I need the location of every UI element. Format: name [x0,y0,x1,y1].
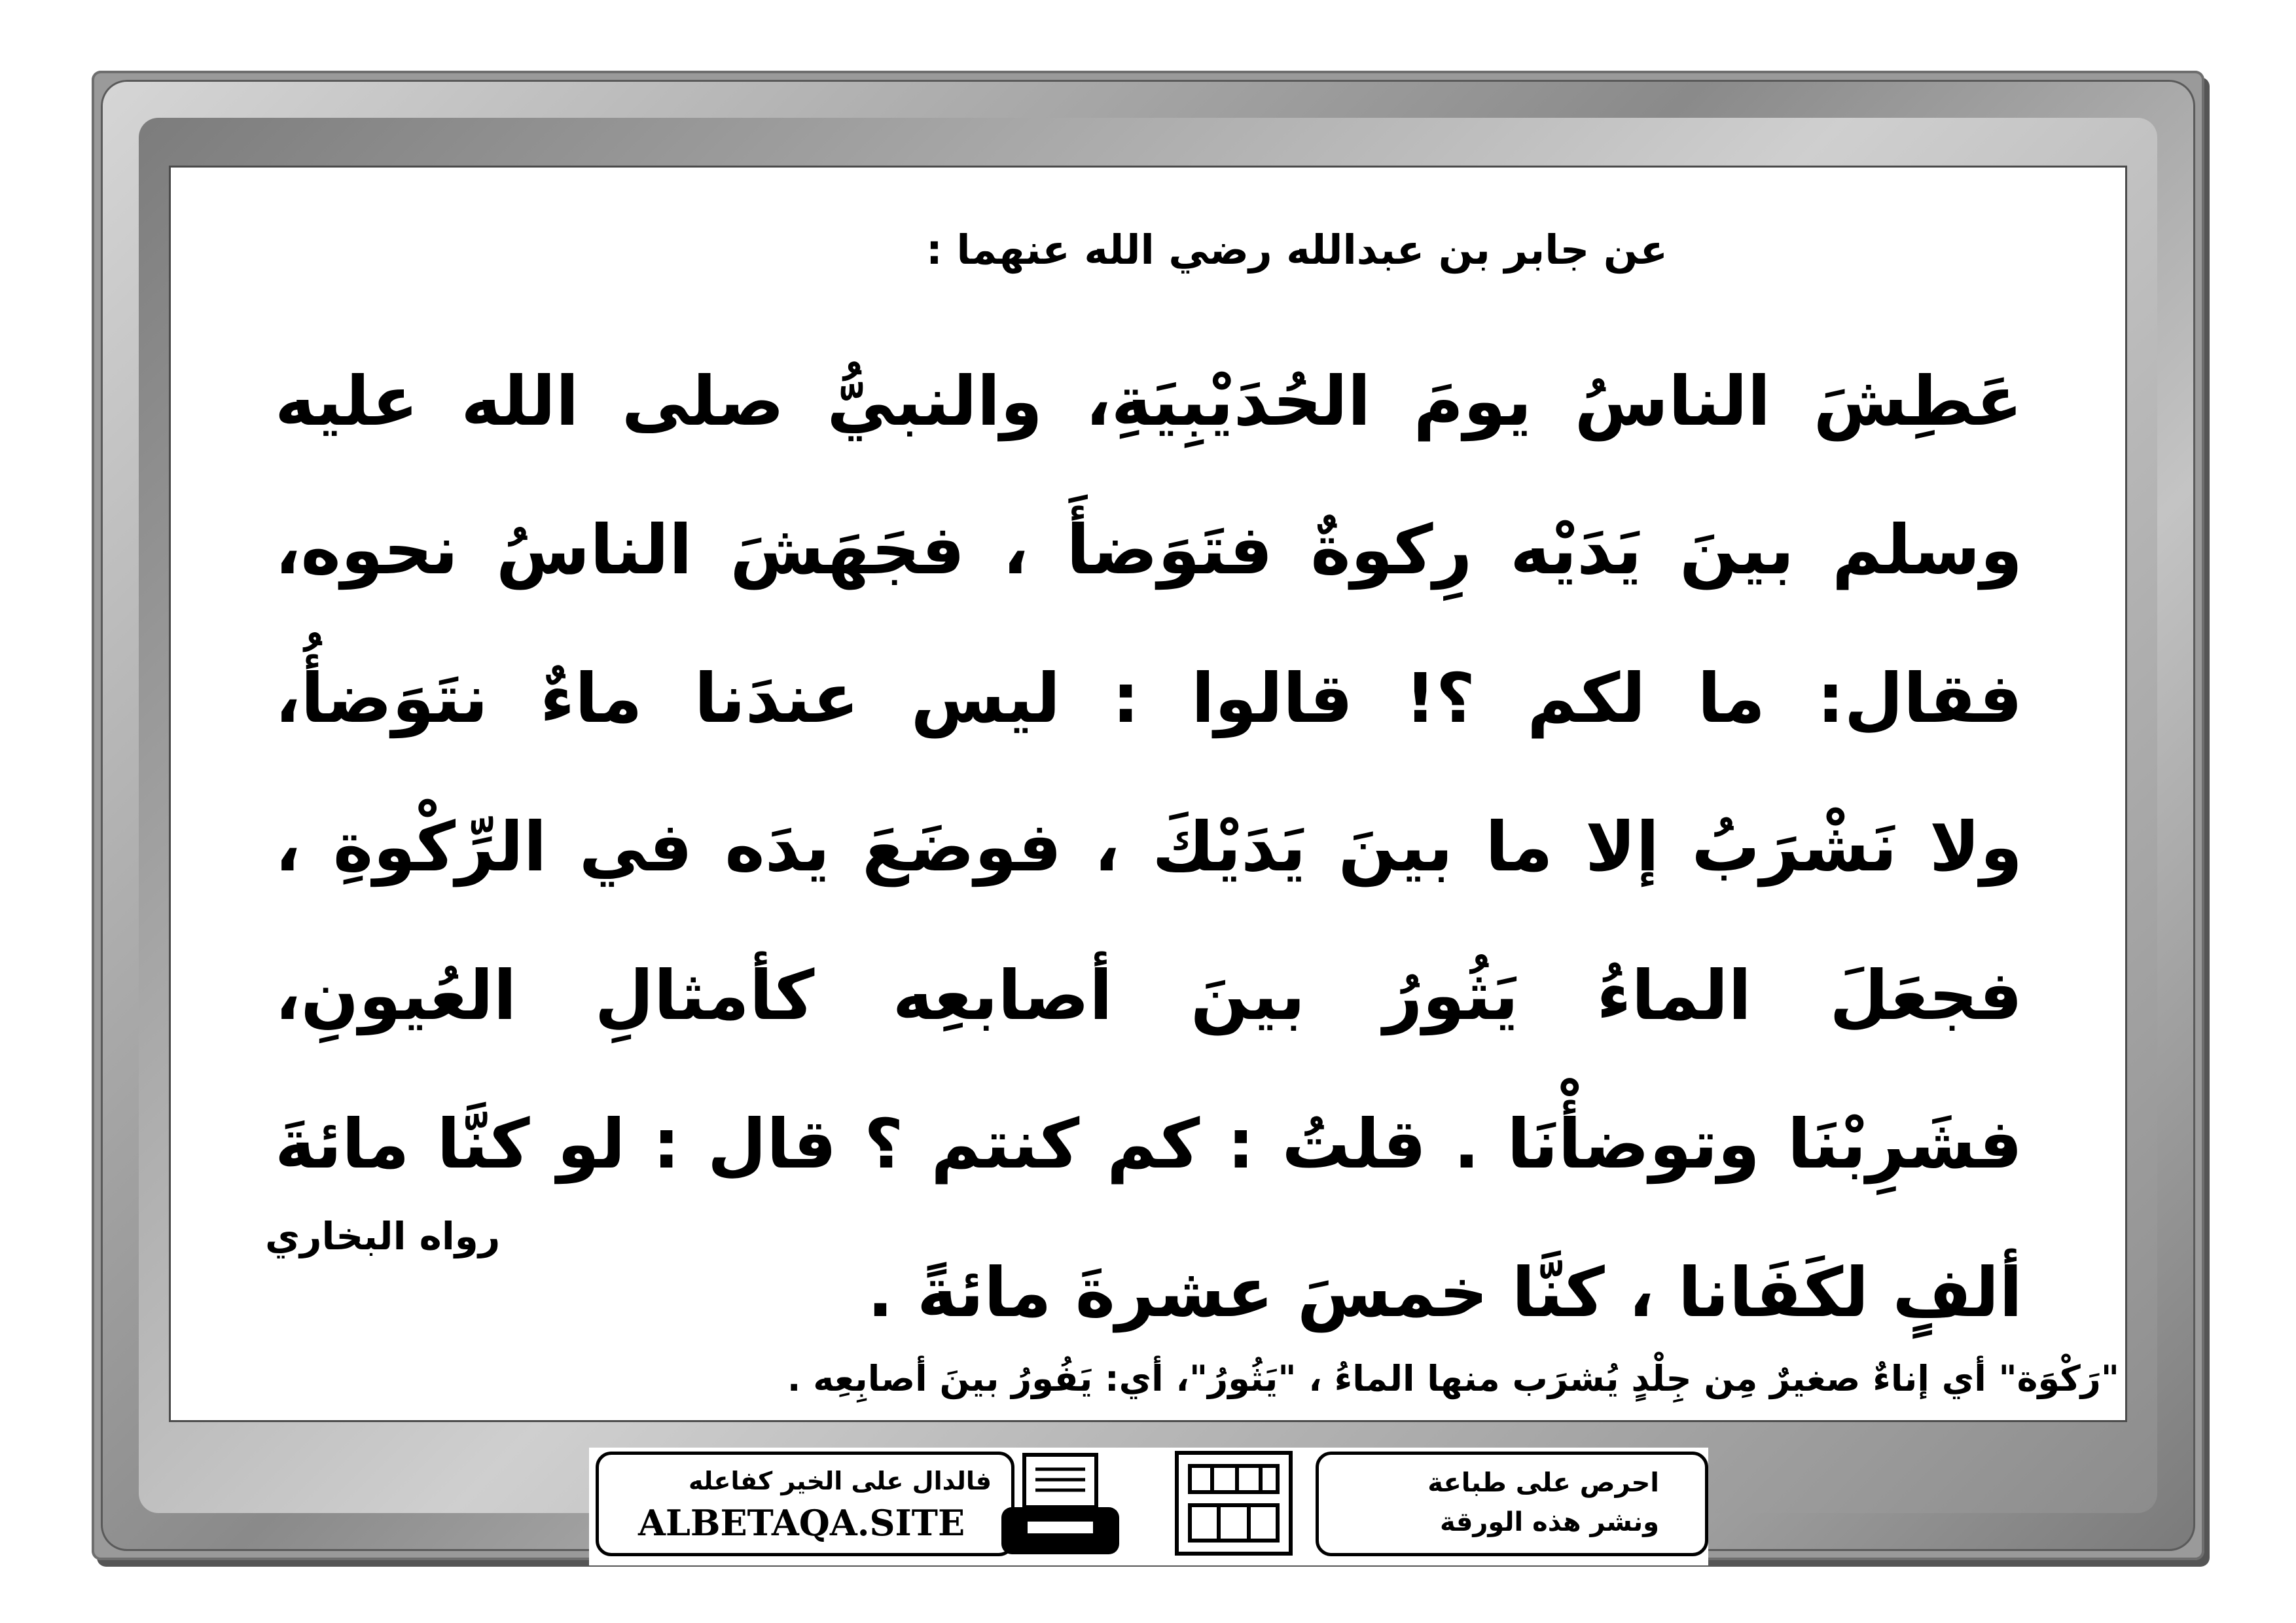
share-prompt: ونشر هذه الورقة [1439,1507,1659,1537]
hadith-line: فجعَلَ الماءُ يَثُورُ بينَ أصابعِه كأمثالِ العُيونِ، [275,955,2022,1035]
website-box [596,1452,1014,1556]
website-url[interactable]: ALBETAQA.SITE [638,1502,965,1544]
glossary-note: "رَكْوَة" أي إناءٌ صغيرٌ مِن جِلْدٍ يُشرَب منها الماءُ ، "يَثُورُ"، أي: يَفُورُ بينَ أصابِعِه . [787,1358,2119,1399]
hadith-line: عَطِشَ الناسُ يومَ الحُدَيْبِيَةِ، والنبيُّ صلى الله عليه [275,361,2022,441]
hadith-line: وسلم بينَ يَدَيْه رِكوةٌ فتَوَضأَ ، فجَهَشَ الناسُ نحوه، [275,510,2022,590]
hadith-line: فشَرِبْنَا وتوضأْنَا . قلتُ : كم كنتم ؟ قال : لو كنَّا مائةَ [275,1104,2022,1184]
daawah-logo-icon [1172,1448,1296,1559]
print-share-box [1316,1452,1708,1556]
printer-icon [995,1450,1126,1561]
hadith-text [275,327,2022,1367]
narrator-intro: عن جابر بن عبدالله رضي الله عنهما : [925,226,1668,274]
hadith-line: فقال: ما لكم ؟! قالوا : ليس عندَنا ماءٌ نتَوَضأُ، [275,658,2022,738]
print-prompt: احرص على طباعة [1427,1468,1659,1498]
hadith-source: رواه البخاري [265,1214,501,1258]
hadith-line: ولا نَشْرَبُ إلا ما بينَ يَدَيْكَ ، فوضَعَ يدَه في الرِّكْوةِ ، [275,807,2022,887]
proverb-text: فالدال على الخير كفاعله [688,1467,992,1495]
hadith-line: ألفٍ لكَفَانا ، كنَّا خمسَ عشرةَ مائةً . [867,1253,2022,1332]
